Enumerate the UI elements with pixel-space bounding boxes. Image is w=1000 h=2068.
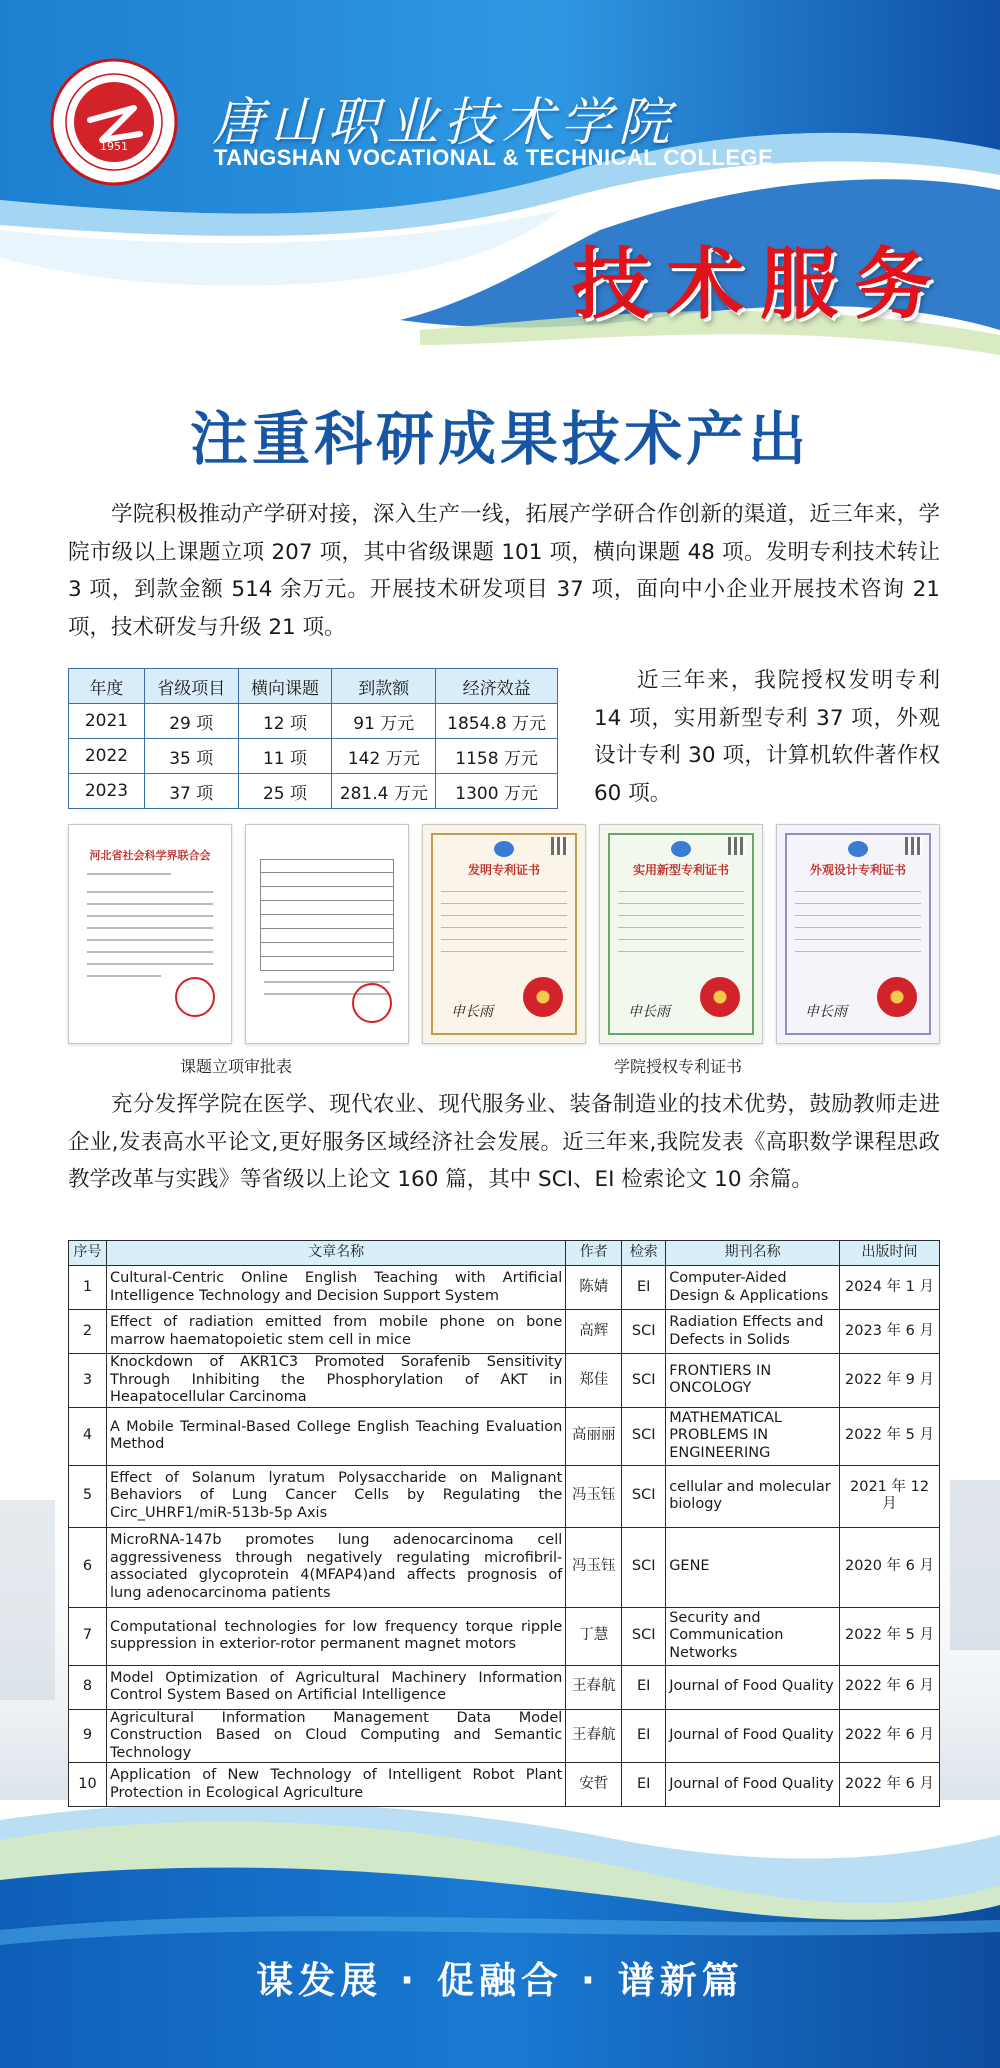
red-seal-icon: [175, 977, 215, 1017]
paper-title: Effect of Solanum lyratum Polysaccharide on Malignant Behaviors of Lung Cancer Cells by Regulating the Circ_UHRF1/miR-513b-5p Axis: [106, 1465, 565, 1527]
stats-header-cell: 经济效益: [436, 669, 558, 704]
banner-title: 技术服务: [572, 240, 949, 330]
stats-cell: 2022: [69, 739, 145, 774]
paper-index: SCI: [622, 1310, 666, 1354]
paper-journal: cellular and molecular biology: [666, 1465, 840, 1527]
paper-date: 2022 年 6 月: [840, 1709, 940, 1763]
stats-cell: 37 项: [144, 774, 238, 809]
national-emblem-seal-icon: [523, 977, 563, 1017]
stats-cell: 29 项: [144, 704, 238, 739]
paper-index: SCI: [622, 1465, 666, 1527]
certificate-image-utility-patent: [599, 824, 763, 1044]
paper-author: 陈婧: [566, 1266, 622, 1310]
stats-table: [68, 668, 558, 809]
certificate-image-design-patent: [776, 824, 940, 1044]
signature: 申长雨: [451, 1004, 493, 1020]
paper-author: 冯玉钰: [566, 1465, 622, 1527]
paper-index: SCI: [622, 1527, 666, 1607]
paper-author: 丁慧: [566, 1607, 622, 1665]
paper-number: 4: [69, 1407, 107, 1465]
paper-title: Agricultural Information Management Data Model Construction Based on Cloud Computing and Semantic Technology: [106, 1709, 565, 1763]
college-logo: [50, 58, 178, 186]
paper-journal: Journal of Food Quality: [666, 1763, 840, 1807]
stats-cell: 1300 万元: [436, 774, 558, 809]
paper-author: 高辉: [566, 1310, 622, 1354]
logo-year: 1951: [100, 140, 128, 153]
form-grid: [260, 859, 394, 971]
papers-header-cell: 作者: [566, 1241, 622, 1266]
certificates-row: [68, 824, 940, 1042]
stats-header-cell: 省级项目: [144, 669, 238, 704]
paper-index: EI: [622, 1266, 666, 1310]
paper-number: 6: [69, 1527, 107, 1607]
paper-author: 王春航: [566, 1665, 622, 1709]
certificate-image-invention-patent: [422, 824, 586, 1044]
paper-row: [69, 1665, 940, 1709]
paper-date: 2022 年 9 月: [840, 1354, 940, 1408]
paper-row: [69, 1607, 940, 1665]
paper-author: 安哲: [566, 1763, 622, 1807]
paper-row: [69, 1354, 940, 1408]
paper-title: Cultural-Centric Online English Teaching with Artificial Intelligence Technology and Decision Support System: [106, 1266, 565, 1310]
paper-date: 2024 年 1 月: [840, 1266, 940, 1310]
qr-code-icon: [551, 837, 569, 855]
signature: 申长雨: [805, 1004, 847, 1020]
paper-number: 8: [69, 1665, 107, 1709]
patent-emblem-icon: [494, 841, 514, 857]
paper-date: 2020 年 6 月: [840, 1527, 940, 1607]
paper-number: 2: [69, 1310, 107, 1354]
signature: 申长雨: [628, 1004, 670, 1020]
paper-journal: GENE: [666, 1527, 840, 1607]
paper-title: MicroRNA-147b promotes lung adenocarcinoma cell aggressiveness through negatively regulating microfibril-associated glycoprotein 4(MFAP4)and affects prognosis of lung adenocarcinoma patients: [106, 1527, 565, 1607]
paper-number: 3: [69, 1354, 107, 1408]
paper-index: EI: [622, 1665, 666, 1709]
paper-author: 王春航: [566, 1709, 622, 1763]
national-emblem-seal-icon: [877, 977, 917, 1017]
paper-title: Computational technologies for low frequency torque ripple suppression in exterior-rotor permanent magnet motors: [106, 1607, 565, 1665]
certificate-title: 外观设计专利证书: [809, 863, 906, 877]
paper-row: [69, 1763, 940, 1807]
certificate-title: 河北省社会科学界联合会: [89, 849, 211, 862]
paper-journal: MATHEMATICAL PROBLEMS IN ENGINEERING: [666, 1407, 840, 1465]
paper-date: 2022 年 6 月: [840, 1763, 940, 1807]
college-name-cn: 唐山职业技术学院: [212, 93, 677, 153]
stats-cell: 2021: [69, 704, 145, 739]
paper-date: 2022 年 6 月: [840, 1665, 940, 1709]
stats-cell: 1158 万元: [436, 739, 558, 774]
stats-header-cell: 年度: [69, 669, 145, 704]
paper-title: Effect of radiation emitted from mobile phone on bone marrow haematopoietic stem cell in mice: [106, 1310, 565, 1354]
paper-index: EI: [622, 1709, 666, 1763]
papers-header-cell: 序号: [69, 1241, 107, 1266]
qr-code-icon: [728, 837, 746, 855]
stats-row: [69, 739, 558, 774]
paper-row: [69, 1266, 940, 1310]
stats-cell: 281.4 万元: [332, 774, 436, 809]
paper-journal: Journal of Food Quality: [666, 1665, 840, 1709]
paper-title: Knockdown of AKR1C3 Promoted Sorafenib Sensitivity Through Inhibiting the Phosphorylation of AKT in Heapatocellular Carcinoma: [106, 1354, 565, 1408]
paper-journal: Computer-Aided Design & Applications: [666, 1266, 840, 1310]
patent-emblem-icon: [848, 841, 868, 857]
certificate-image-approval-form: [245, 824, 409, 1044]
section-title: 注重科研成果技术产出: [189, 405, 810, 473]
papers-header-cell: 出版时间: [840, 1241, 940, 1266]
stats-cell: 11 项: [238, 739, 332, 774]
caption-patents: 学院授权专利证书: [614, 1057, 743, 1076]
paper-index: SCI: [622, 1354, 666, 1408]
college-name-en: TANGSHAN VOCATIONAL & TECHNICAL COLLEGE: [214, 145, 774, 170]
stats-cell: 91 万元: [332, 704, 436, 739]
paper-title: A Mobile Terminal-Based College English Teaching Evaluation Method: [106, 1407, 565, 1465]
paper-row: [69, 1709, 940, 1763]
qr-code-icon: [905, 837, 923, 855]
papers-table: [68, 1240, 940, 1807]
paper-journal: Journal of Food Quality: [666, 1709, 840, 1763]
paper-date: 2022 年 5 月: [840, 1607, 940, 1665]
paper-row: [69, 1407, 940, 1465]
paper-author: 高丽丽: [566, 1407, 622, 1465]
paper-date: 2022 年 5 月: [840, 1407, 940, 1465]
stats-row: [69, 774, 558, 809]
stats-cell: 25 项: [238, 774, 332, 809]
stats-cell: 35 项: [144, 739, 238, 774]
stats-header-row: [69, 669, 558, 704]
paper-row: [69, 1527, 940, 1607]
paper-row: [69, 1465, 940, 1527]
certificate-title: 实用新型专利证书: [632, 863, 729, 877]
national-emblem-seal-icon: [700, 977, 740, 1017]
stats-cell: 1854.8 万元: [436, 704, 558, 739]
paper-journal: FRONTIERS IN ONCOLOGY: [666, 1354, 840, 1408]
paper-author: 郑佳: [566, 1354, 622, 1408]
paper-date: 2021 年 12 月: [840, 1465, 940, 1527]
stats-header-cell: 到款额: [332, 669, 436, 704]
papers-header-row: [69, 1241, 940, 1266]
paper-number: 9: [69, 1709, 107, 1763]
patent-paragraph: 近三年来，我院授权发明专利 14 项，实用新型专利 37 项，外观设计专利 30 项，计算机软件著作权 60 项。: [594, 668, 940, 806]
patent-emblem-icon: [671, 841, 691, 857]
certificate-image-approval-letter: [68, 824, 232, 1044]
papers-header-cell: 期刊名称: [666, 1241, 840, 1266]
paper-index: EI: [622, 1763, 666, 1807]
paper-date: 2023 年 6 月: [840, 1310, 940, 1354]
paper-title: Model Optimization of Agricultural Machinery Information Control System Based on Artificial Intelligence: [106, 1665, 565, 1709]
paper-index: SCI: [622, 1407, 666, 1465]
paper-title: Application of New Technology of Intelligent Robot Plant Protection in Ecological Agriculture: [106, 1763, 565, 1807]
stats-cell: 142 万元: [332, 739, 436, 774]
paper-journal: Radiation Effects and Defects in Solids: [666, 1310, 840, 1354]
red-seal-icon: [352, 983, 392, 1023]
papers-paragraph: 充分发挥学院在医学、现代农业、现代服务业、装备制造业的技术优势，鼓励教师走进企业,发表高水平论文,更好服务区域经济社会发展。近三年来,我院发表《高职数学课程思政教学改革与实践》等省级以上论文 160 篇，其中 SCI、EI 检索论文 10 余篇。: [68, 1092, 940, 1192]
paper-number: 10: [69, 1763, 107, 1807]
paper-row: [69, 1310, 940, 1354]
paper-number: 1: [69, 1266, 107, 1310]
paper-index: SCI: [622, 1607, 666, 1665]
paper-number: 5: [69, 1465, 107, 1527]
caption-approval: 课题立项审批表: [180, 1057, 293, 1076]
intro-paragraph: 学院积极推动产学研对接，深入生产一线，拓展产学研合作创新的渠道，近三年来，学院市级以上课题立项 207 项，其中省级课题 101 项，横向课题 48 项。发明专利技术转让 3 项，到款金额 514 余万元。开展技术研发项目 37 项，面向中小企业开展技术咨询 21 项，技术研发与升级 21 项。: [68, 502, 940, 640]
papers-header-cell: 检索: [622, 1241, 666, 1266]
paper-number: 7: [69, 1607, 107, 1665]
stats-cell: 2023: [69, 774, 145, 809]
paper-journal: Security and Communication Networks: [666, 1607, 840, 1665]
stats-row: [69, 704, 558, 739]
stats-cell: 12 项: [238, 704, 332, 739]
certificate-title: 发明专利证书: [467, 863, 540, 877]
papers-header-cell: 文章名称: [106, 1241, 565, 1266]
paper-author: 冯玉钰: [566, 1527, 622, 1607]
stats-header-cell: 横向课题: [238, 669, 332, 704]
footer-slogan: 谋发展 · 促融合 · 谱新篇: [256, 1959, 744, 2002]
